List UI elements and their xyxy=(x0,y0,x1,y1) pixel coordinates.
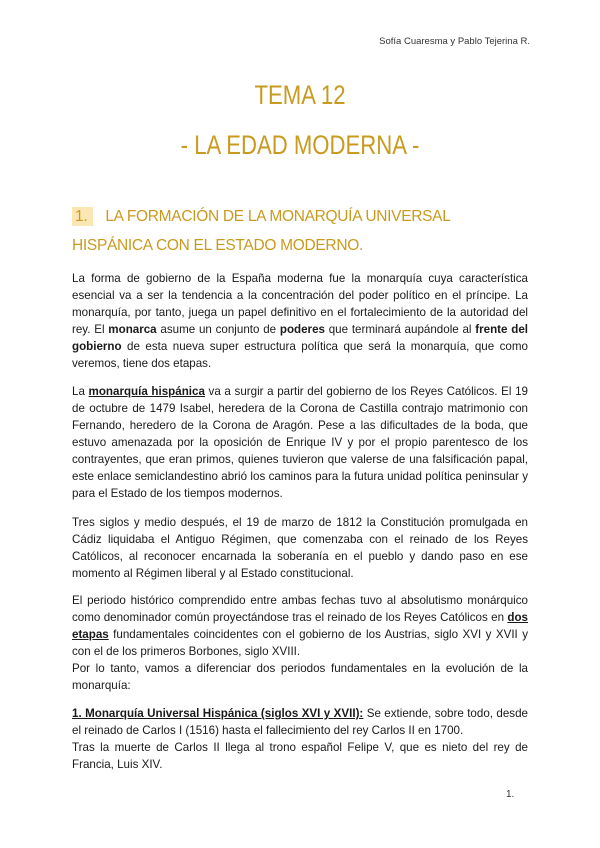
bold-term: monarca xyxy=(108,323,157,336)
text-run: va a surgir a partir del gobierno de los Reyes Católicos. El 19 de octubre de 1479 Isabel, heredera de la Corona de Castilla contrajo matrimonio con Fernando, heredero de la Corona de Aragón. Pese a las dificultades de la boda, que estuvo amenazada por la oposición de Enrique IV y por el propio parentesco de los contrayentes, que eran primos, quienes tuvieron que valerse de una falsificación papal, este enlace semiclandestino abrió los caminos para la futura unidad política peninsular y para el Estado de los tiempos modernos. xyxy=(72,385,528,500)
bold-term: poderes xyxy=(279,323,325,336)
authors-header: Sofía Cuaresma y Pablo Tejerina R. xyxy=(379,36,530,47)
paragraph-text: Tres siglos y medio después, el 19 de marzo de 1812 la Constitución promulgada en Cádiz liquidaba el Antiguo Régimen, que comenzaba con el reinado de los Reyes Católicos, al reconocer encarnada la soberanía en el pueblo y dando paso en ese momento al Régimen liberal y al Estado constitucional. xyxy=(72,516,528,580)
section-number: 1. xyxy=(72,207,93,226)
text-run: El periodo histórico comprendido entre ambas fechas tuvo al absolutismo monárquico como denominador común proyectándose tras el reinado de los Reyes Católicos en xyxy=(72,594,528,624)
bold-underlined-term: dos etapas xyxy=(72,611,528,641)
text-run: La xyxy=(72,385,89,398)
paragraph-1 xyxy=(72,270,528,372)
paragraph-2 xyxy=(72,383,528,502)
page-number: 1. xyxy=(506,789,515,800)
bold-underlined-heading: 1. Monarquía Universal Hispánica (siglos XVI y XVII): xyxy=(72,707,364,720)
paragraph-4 xyxy=(72,592,528,694)
paragraph-text: Tras la muerte de Carlos II llega al trono español Felipe V, que es nieto del rey de Francia, Luis XIV. xyxy=(72,741,528,771)
text-run: de esta nueva super estructura política que será la monarquía, que como veremos, tiene dos etapas. xyxy=(72,340,528,370)
paragraph-3 xyxy=(72,514,528,582)
bold-underlined-term: monarquía hispánica xyxy=(88,385,205,398)
text-run: Se extiende, sobre todo, desde el reinado de Carlos I (1516) hasta el fallecimiento del rey Carlos II en 1700. xyxy=(72,707,528,737)
text-run: La forma de gobierno de la España moderna fue la monarquía cuya característica esencial va a ser la tendencia a la concentración del poder político en el príncipe. La monarquía, por tanto, juega un papel definitivo en el fortalecimiento de la autoridad del rey. El xyxy=(72,272,528,336)
bold-term: frente del gobierno xyxy=(72,323,529,353)
topic-title: TEMA 12 xyxy=(254,80,346,110)
paragraph-text: Por lo tanto, vamos a diferenciar dos periodos fundamentales en la evolución de la monarquía: xyxy=(72,662,528,692)
topic-subtitle: - LA EDAD MODERNA - xyxy=(180,130,420,160)
section-heading xyxy=(72,202,532,260)
section-heading-text: LA FORMACIÓN DE LA MONARQUÍA UNIVERSAL HISPÁNICA CON EL ESTADO MODERNO. xyxy=(72,208,450,254)
paragraph-5 xyxy=(72,705,528,773)
text-run: fundamentales coincidentes con el gobierno de los Austrias, siglo XVI y XVII y con el de los primeros Borbones, siglo XVIII. xyxy=(72,628,528,658)
text-run: que terminará aupándole al xyxy=(324,323,476,336)
text-run: asume un conjunto de xyxy=(156,323,280,336)
